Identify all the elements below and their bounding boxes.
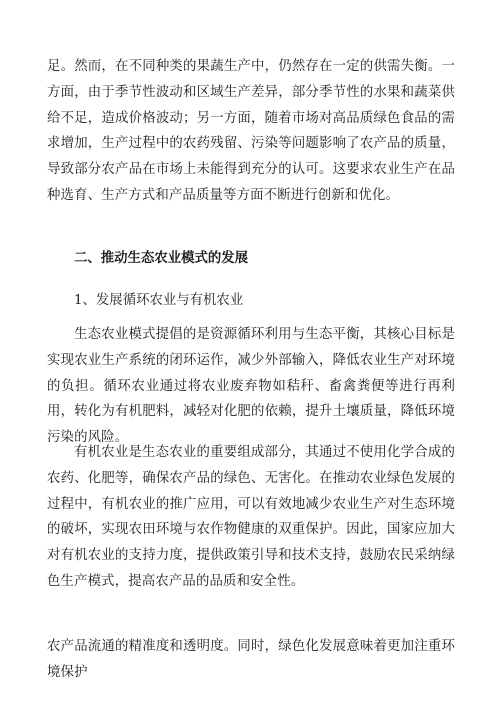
subsection-heading: 1、发展循环农业与有机农业 [74,293,244,308]
paragraph-supply-imbalance: 足。然而，在不同种类的果蔬生产中，仍然存在一定的供需失衡。一方面，由于季节性波动和区域生产差异，部分季节性的水果和蔬菜供给不足，造成价格波动；另一方面，随着市场对高品质绿色食品的需求增加，生产过程中的农药残留、污染等问题影响了农产品的质量，导致部分农产品在市场上未能得到充分的认可。这要求农业生产在品种选育、生产方式和产品质量等方面不断进行创新和优化。 [47,59,455,203]
paragraph-organic-agriculture: 有机农业是生态农业的重要组成部分，其通过不使用化学合成的农药、化肥等，确保农产品的绿色、无害化。在推动农业绿色发展的过程中，有机农业的推广应用，可以有效地减少农业生产对生态环境的破坏，实现农田环境与农作物健康的双重保护。因此，国家应加大对有机农业的支持力度，提供政策引导和技术支持，鼓励农民采纳绿色生产模式，提高农产品的品质和安全性。 [47,445,455,589]
paragraph-circular-agriculture: 生态农业模式提倡的是资源循环利用与生态平衡，其核心目标是实现农业生产系统的闭环运作，减少外部输入，降低农业生产对环境的负担。循环农业通过将农业废弃物如秸秆、畜禽粪便等进行再利用，转化为有机肥料，减轻对化肥的依赖，提升土壤质量，降低环境污染的风险。 [47,327,455,446]
paragraph-distribution-fragment: 农产品流通的精准度和透明度。同时，绿色化发展意味着更加注重环境保护 [47,639,455,680]
section-heading: 二、推动生态农业模式的发展 [74,250,249,266]
